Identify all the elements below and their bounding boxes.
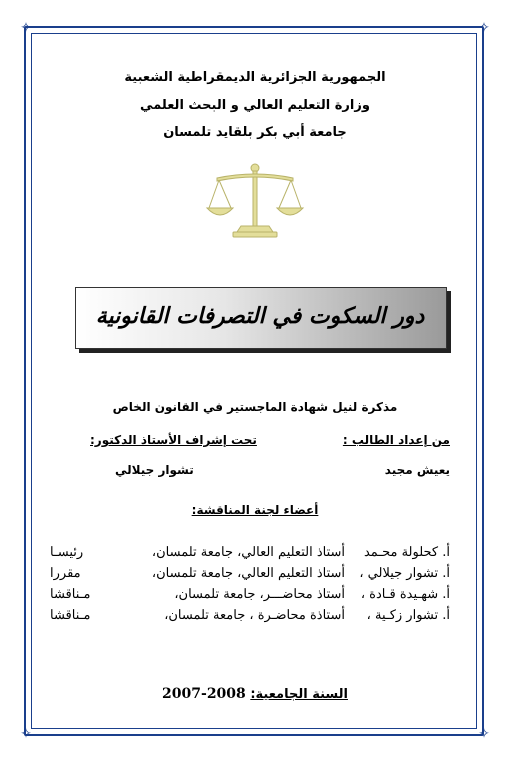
supervisor-name: تشوار جيلالي	[115, 463, 194, 477]
committee-member-row	[50, 545, 450, 563]
university-name: جامعة أبي بكر بلقايد تلمسان	[163, 125, 347, 140]
ministry-name: وزارة التعليم العالي و البحث العلمي	[140, 98, 370, 113]
academic-year-label: السنة الجامعية:	[250, 687, 348, 702]
member-name: أ. تشوار جيلالي ،	[359, 566, 450, 581]
corner-ornament-bottom-right: ✧	[478, 726, 490, 742]
member-role: مـناقشا	[50, 608, 91, 623]
member-name: أ. كحلولة محـمد	[363, 545, 450, 560]
student-name: يعيش مجيد	[384, 463, 450, 477]
member-role: رئيسـا	[50, 545, 84, 560]
member-position: أستاذ التعليم العالي، جامعة تلمسان،	[151, 545, 345, 560]
balance-scale-icon	[205, 160, 305, 240]
student-label: من إعداد الطالب :	[342, 433, 450, 447]
committee-member-row	[50, 587, 450, 605]
member-position: أستاذ التعليم العالي، جامعة تلمسان،	[151, 566, 345, 581]
thesis-purpose: مذكرة لنيل شهادة الماجستير في القانون الخاص	[112, 400, 398, 414]
supervisor-label: تحت إشراف الأستاذ الدكتور:	[90, 433, 257, 447]
academic-year	[0, 686, 510, 702]
corner-ornament-top-right: ✧	[478, 20, 490, 36]
corner-ornament-top-left: ✧	[20, 20, 32, 36]
member-role: مقررا	[50, 566, 81, 581]
committee-member-row	[50, 566, 450, 584]
member-position: أستاذة محاضـرة ، جامعة تلمسان،	[164, 608, 345, 623]
committee-member-row	[50, 608, 450, 626]
republic-name: الجمهورية الجزائرية الديمقراطية الشعبية	[124, 70, 386, 85]
thesis-title: دور السكوت في التصرفات القانونية	[95, 303, 425, 329]
member-role: مـناقشا	[50, 587, 91, 602]
corner-ornament-bottom-left: ✧	[20, 726, 32, 742]
member-position: أستاذ محاضـــر، جامعة تلمسان،	[174, 587, 345, 602]
member-name: أ. شهـيدة قـادة ،	[360, 587, 450, 602]
academic-year-value: 2008-2007	[162, 686, 246, 702]
committee-heading: أعضاء لجنة المناقشة:	[191, 503, 319, 517]
member-name: أ. تشوار زكـية ،	[366, 608, 450, 623]
